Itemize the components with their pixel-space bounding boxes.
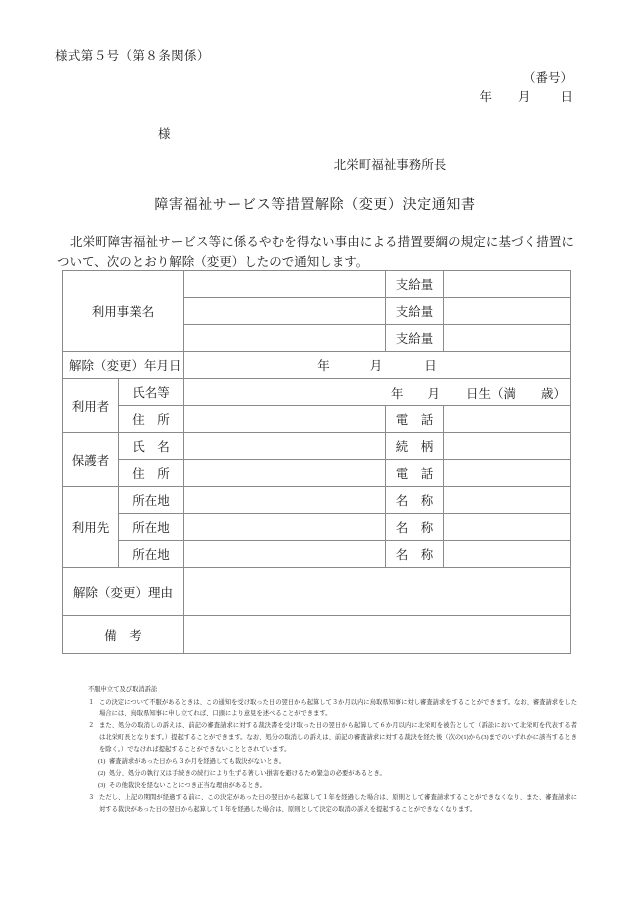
footnote-number-2: ２ <box>88 722 95 730</box>
label-reason: 解除（変更）理由 <box>63 568 184 616</box>
label-riyousaki: 利用先 <box>63 487 119 568</box>
footnote-subitem-3 <box>88 780 577 792</box>
table-row <box>63 406 571 433</box>
label-hogosha-address: 住 所 <box>119 460 184 487</box>
footnote-item-1 <box>88 697 577 720</box>
field-riyousha-address[interactable] <box>184 406 386 433</box>
kaijo-date-month: 月 <box>369 359 383 373</box>
field-reason[interactable] <box>184 568 571 616</box>
dob-inline <box>391 384 566 402</box>
issue-date-month: 月 <box>517 90 531 104</box>
label-kaijo-date: 解除（変更）年月日 <box>63 352 184 379</box>
label-riyousha-phone: 電 話 <box>386 406 444 433</box>
label-riyousha-address: 住 所 <box>119 406 184 433</box>
field-location-1[interactable] <box>184 487 386 514</box>
footnote-subitem-1 <box>88 756 577 768</box>
label-hogosha-phone: 電 話 <box>386 460 444 487</box>
field-hogosha-phone[interactable] <box>444 460 571 487</box>
notification-table <box>62 270 571 654</box>
label-shimei-tou: 氏名等 <box>119 379 184 406</box>
field-jigyou-name-1[interactable] <box>184 271 386 298</box>
field-hogosha-name[interactable] <box>184 433 386 460</box>
page-title: 障害福祉サービス等措置解除（変更）決定通知書 <box>154 198 476 213</box>
table-row <box>63 616 571 654</box>
label-hogosha-name: 氏 名 <box>119 433 184 460</box>
footnotes-section <box>88 684 577 816</box>
issue-date-day: 日 <box>560 90 573 104</box>
label-hogosha: 保護者 <box>63 433 119 487</box>
label-remarks: 備 考 <box>63 616 184 654</box>
footnote-number-1: １ <box>88 698 95 706</box>
dob-rest: 日生（満 歳） <box>466 387 567 401</box>
footnote-item-2 <box>88 720 577 755</box>
footnote-subnumber-3: (3) <box>98 782 106 790</box>
label-shikyuuryou-2: 支給量 <box>386 298 444 325</box>
field-jigyou-name-2[interactable] <box>184 298 386 325</box>
table-row <box>63 352 571 379</box>
label-name-3: 名 称 <box>386 541 444 568</box>
label-shikyuuryou-1: 支給量 <box>386 271 444 298</box>
label-shikyuuryou-3: 支給量 <box>386 325 444 352</box>
footnote-text-2: また、処分の取消しの訴えは、前記の審査請求に対する裁決書を受け取った日の翌日から起算して６か月以内に北栄町を被告として（訴訟において北栄町を代表する者は北栄町長となります。）提起することができます。なお、処分の取消しの訴えは、前記の審査請求に対する裁決を経た後（次の(1)から(3)までのいずれかに該当するときを除く。）でなければ提起することができないこととされています。 <box>99 722 577 753</box>
field-kaijo-date[interactable] <box>184 352 571 379</box>
label-riyousha: 利用者 <box>63 379 119 433</box>
field-shikyuuryou-1[interactable] <box>444 271 571 298</box>
table-row <box>63 487 571 514</box>
table-row <box>63 568 571 616</box>
table-row <box>63 379 571 406</box>
footnote-subitem-2 <box>88 768 577 780</box>
footnote-subtext-2: 処分、処分の執行又は手続きの続行により生ずる著しい損害を避けるため緊急の必要があるとき。 <box>109 769 386 777</box>
footnote-text-3: ただし、上記の期間が経過する前に、この決定があった日の翌日から起算して１年を経過した場合は、原則として審査請求することができなくなり、また、審査請求に対する裁決があった日の翌日から起算して１年を経過した場合は、原則として決定の取消の訴えを提起することができなくなります。 <box>99 794 577 813</box>
issuer-name: 北栄町福祉事務所長 <box>333 158 447 172</box>
table-row <box>63 271 571 298</box>
dob-year: 年 <box>390 387 404 401</box>
footnote-number-3: ３ <box>88 794 95 802</box>
label-location-2: 所在地 <box>119 514 184 541</box>
form-number: 様式第５号（第８条関係） <box>55 49 210 63</box>
field-relationship[interactable] <box>444 433 571 460</box>
footnote-subnumber-1: (1) <box>98 757 106 765</box>
field-riyousha-name-dob[interactable] <box>184 379 571 406</box>
footnote-item-3 <box>88 792 577 815</box>
intro-paragraph: 北栄町障害福祉サービス等に係るやむを得ない事由による措置要綱の規定に基づく措置について、次のとおり解除（変更）したので通知します。 <box>57 235 574 270</box>
field-remarks[interactable] <box>184 616 571 654</box>
field-jigyou-name-3[interactable] <box>184 325 386 352</box>
label-location-1: 所在地 <box>119 487 184 514</box>
table-row <box>63 433 571 460</box>
footnote-text-1: この決定について不服があるときは、この通知を受け取った日の翌日から起算して３か月以内に鳥取県知事に対し審査請求をすることができます。なお、審査請求をした場合には、鳥取県知事に申し立てれば、口頭により意見を述べることができます。 <box>99 698 577 718</box>
field-location-2[interactable] <box>184 514 386 541</box>
table-row <box>63 514 571 541</box>
field-name-3[interactable] <box>444 541 571 568</box>
field-shikyuuryou-2[interactable] <box>444 298 571 325</box>
kaijo-date-year: 年 <box>317 359 330 373</box>
field-shikyuuryou-3[interactable] <box>444 325 571 352</box>
issue-date-line <box>479 87 573 105</box>
footnote-subtext-3: その他裁決を経ないことにつき正当な理由があるとき。 <box>109 782 267 790</box>
label-relationship: 続 柄 <box>386 433 444 460</box>
kaijo-date-day: 日 <box>424 359 437 373</box>
field-riyousha-phone[interactable] <box>444 406 571 433</box>
dob-month: 月 <box>427 387 440 401</box>
field-hogosha-address[interactable] <box>184 460 386 487</box>
field-location-3[interactable] <box>184 541 386 568</box>
document-number-label: （番号） <box>522 71 573 85</box>
addressee-honorific: 様 <box>158 127 171 141</box>
label-riyou-jigyou: 利用事業名 <box>63 271 184 352</box>
field-name-2[interactable] <box>444 514 571 541</box>
label-name-1: 名 称 <box>386 487 444 514</box>
issue-date-year: 年 <box>479 90 492 104</box>
field-name-1[interactable] <box>444 487 571 514</box>
table-row <box>63 460 571 487</box>
label-name-2: 名 称 <box>386 514 444 541</box>
table-row <box>63 541 571 568</box>
footnote-subtext-1: 審査請求があった日から３か月を経過しても裁決がないとき。 <box>109 757 285 765</box>
footnote-subnumber-2: (2) <box>98 769 106 777</box>
label-location-3: 所在地 <box>119 541 184 568</box>
footnotes-heading: 不服申立て及び取消訴訟 <box>88 686 158 693</box>
